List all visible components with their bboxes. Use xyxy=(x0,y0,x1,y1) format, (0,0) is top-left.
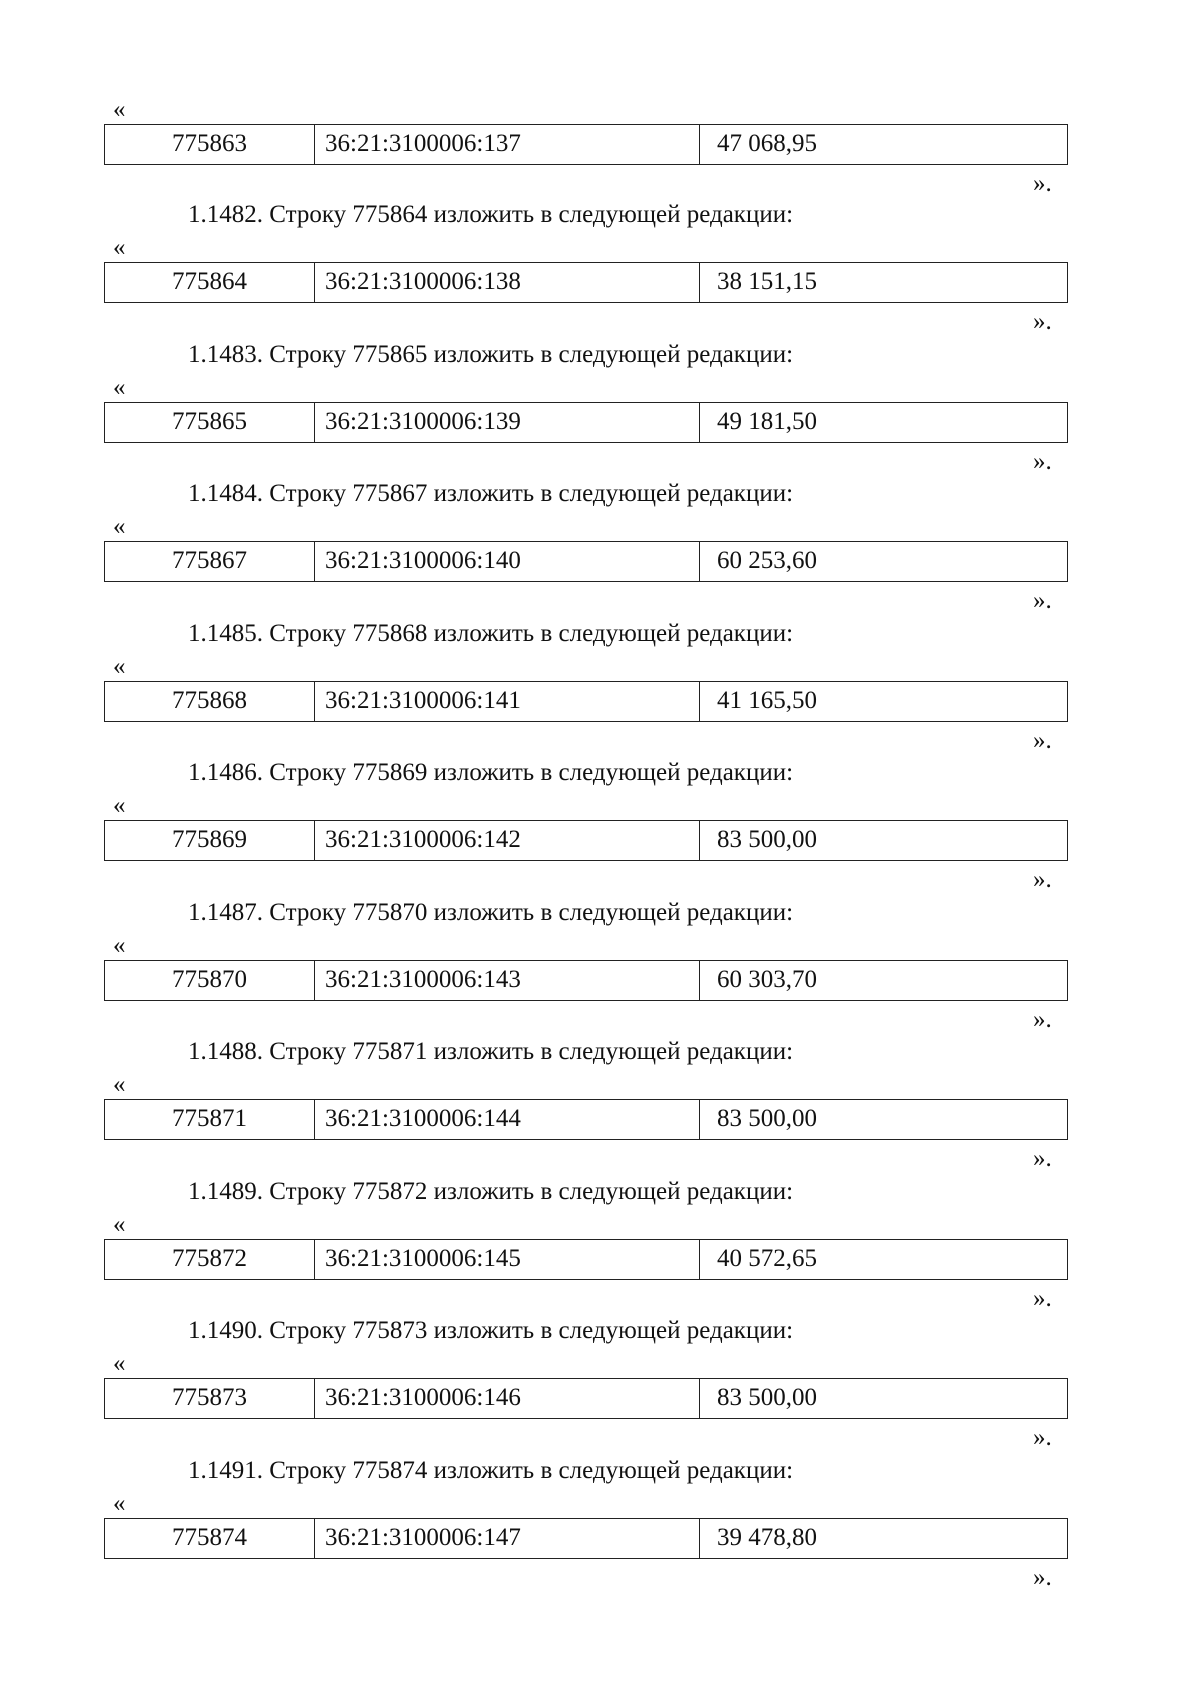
amendment-heading: 1.1490. Строку 775873 изложить в следующей редакции: xyxy=(188,1317,794,1344)
opening-quote: « xyxy=(113,1489,126,1517)
row-code-cell: 775871 xyxy=(105,1100,315,1139)
table-row xyxy=(104,1099,1068,1140)
table-row xyxy=(104,541,1068,582)
table-row xyxy=(104,124,1068,165)
closing-quote: ». xyxy=(1033,1424,1052,1451)
cadastral-number-cell: 36:21:3100006:142 xyxy=(315,821,700,860)
cadastral-number-cell: 36:21:3100006:143 xyxy=(315,961,700,1000)
cadastral-number-cell: 36:21:3100006:138 xyxy=(315,263,700,302)
cadastral-value-cell: 47 068,95 xyxy=(717,130,817,157)
row-code-cell: 775872 xyxy=(105,1240,315,1279)
row-code-cell: 775868 xyxy=(105,682,315,721)
opening-quote: « xyxy=(113,792,126,819)
cadastral-value-cell: 83 500,00 xyxy=(717,826,817,853)
row-code-cell: 775873 xyxy=(105,1379,315,1418)
amendment-heading: 1.1487. Строку 775870 изложить в следующей редакции: xyxy=(188,898,794,926)
closing-quote: ». xyxy=(1033,1284,1052,1312)
closing-quote: ». xyxy=(1033,308,1052,335)
amendment-heading: 1.1482. Строку 775864 изложить в следующей редакции: xyxy=(188,201,794,228)
table-row xyxy=(104,402,1068,443)
amendment-heading: 1.1484. Строку 775867 изложить в следующей редакции: xyxy=(188,480,794,507)
closing-quote: ». xyxy=(1033,170,1052,197)
opening-quote: « xyxy=(113,1071,126,1098)
row-code-cell: 775864 xyxy=(105,263,315,302)
table-row xyxy=(104,1239,1068,1280)
amendment-heading: 1.1485. Строку 775868 изложить в следующей редакции: xyxy=(188,619,794,647)
opening-quote: « xyxy=(113,1210,126,1238)
amendment-heading: 1.1486. Строку 775869 изложить в следующей редакции: xyxy=(188,759,794,786)
cadastral-value-cell: 39 478,80 xyxy=(717,1523,817,1551)
cadastral-number-cell: 36:21:3100006:141 xyxy=(315,682,700,721)
cadastral-number-cell: 36:21:3100006:140 xyxy=(315,542,700,581)
amendment-heading: 1.1489. Строку 775872 изложить в следующей редакции: xyxy=(188,1177,794,1205)
amendment-heading: 1.1488. Строку 775871 изложить в следующей редакции: xyxy=(188,1038,794,1065)
opening-quote: « xyxy=(113,1350,126,1377)
cadastral-value-cell: 38 151,15 xyxy=(717,268,817,295)
cadastral-value-cell: 49 181,50 xyxy=(717,407,817,435)
row-code-cell: 775865 xyxy=(105,403,315,442)
cadastral-number-cell: 36:21:3100006:147 xyxy=(315,1519,700,1558)
table-row xyxy=(104,681,1068,722)
amendment-heading: 1.1491. Строку 775874 изложить в следующей редакции: xyxy=(188,1456,794,1484)
closing-quote: ». xyxy=(1033,866,1052,893)
row-code-cell: 775874 xyxy=(105,1519,315,1558)
closing-quote: ». xyxy=(1033,447,1052,475)
table-row xyxy=(104,960,1068,1001)
cadastral-number-cell: 36:21:3100006:146 xyxy=(315,1379,700,1418)
row-code-cell: 775869 xyxy=(105,821,315,860)
row-code-cell: 775867 xyxy=(105,542,315,581)
cadastral-value-cell: 60 253,60 xyxy=(717,547,817,574)
closing-quote: ». xyxy=(1033,726,1052,754)
cadastral-number-cell: 36:21:3100006:145 xyxy=(315,1240,700,1279)
closing-quote: ». xyxy=(1033,1005,1052,1033)
cadastral-value-cell: 83 500,00 xyxy=(717,1384,817,1411)
closing-quote: ». xyxy=(1033,1563,1052,1591)
table-row xyxy=(104,1518,1068,1559)
opening-quote: « xyxy=(113,373,126,401)
cadastral-value-cell: 83 500,00 xyxy=(717,1105,817,1132)
opening-quote: « xyxy=(113,234,126,261)
table-row xyxy=(104,1378,1068,1419)
table-row xyxy=(104,262,1068,303)
cadastral-number-cell: 36:21:3100006:144 xyxy=(315,1100,700,1139)
row-code-cell: 775870 xyxy=(105,961,315,1000)
cadastral-value-cell: 41 165,50 xyxy=(717,686,817,714)
table-row xyxy=(104,820,1068,861)
opening-quote: « xyxy=(113,513,126,540)
amendment-heading: 1.1483. Строку 775865 изложить в следующей редакции: xyxy=(188,340,794,368)
opening-quote: « xyxy=(113,96,126,123)
closing-quote: ». xyxy=(1033,1145,1052,1172)
opening-quote: « xyxy=(113,652,126,680)
cadastral-number-cell: 36:21:3100006:137 xyxy=(315,125,700,164)
cadastral-number-cell: 36:21:3100006:139 xyxy=(315,403,700,442)
cadastral-value-cell: 40 572,65 xyxy=(717,1244,817,1272)
cadastral-value-cell: 60 303,70 xyxy=(717,965,817,993)
opening-quote: « xyxy=(113,931,126,959)
closing-quote: ». xyxy=(1033,587,1052,614)
row-code-cell: 775863 xyxy=(105,125,315,164)
